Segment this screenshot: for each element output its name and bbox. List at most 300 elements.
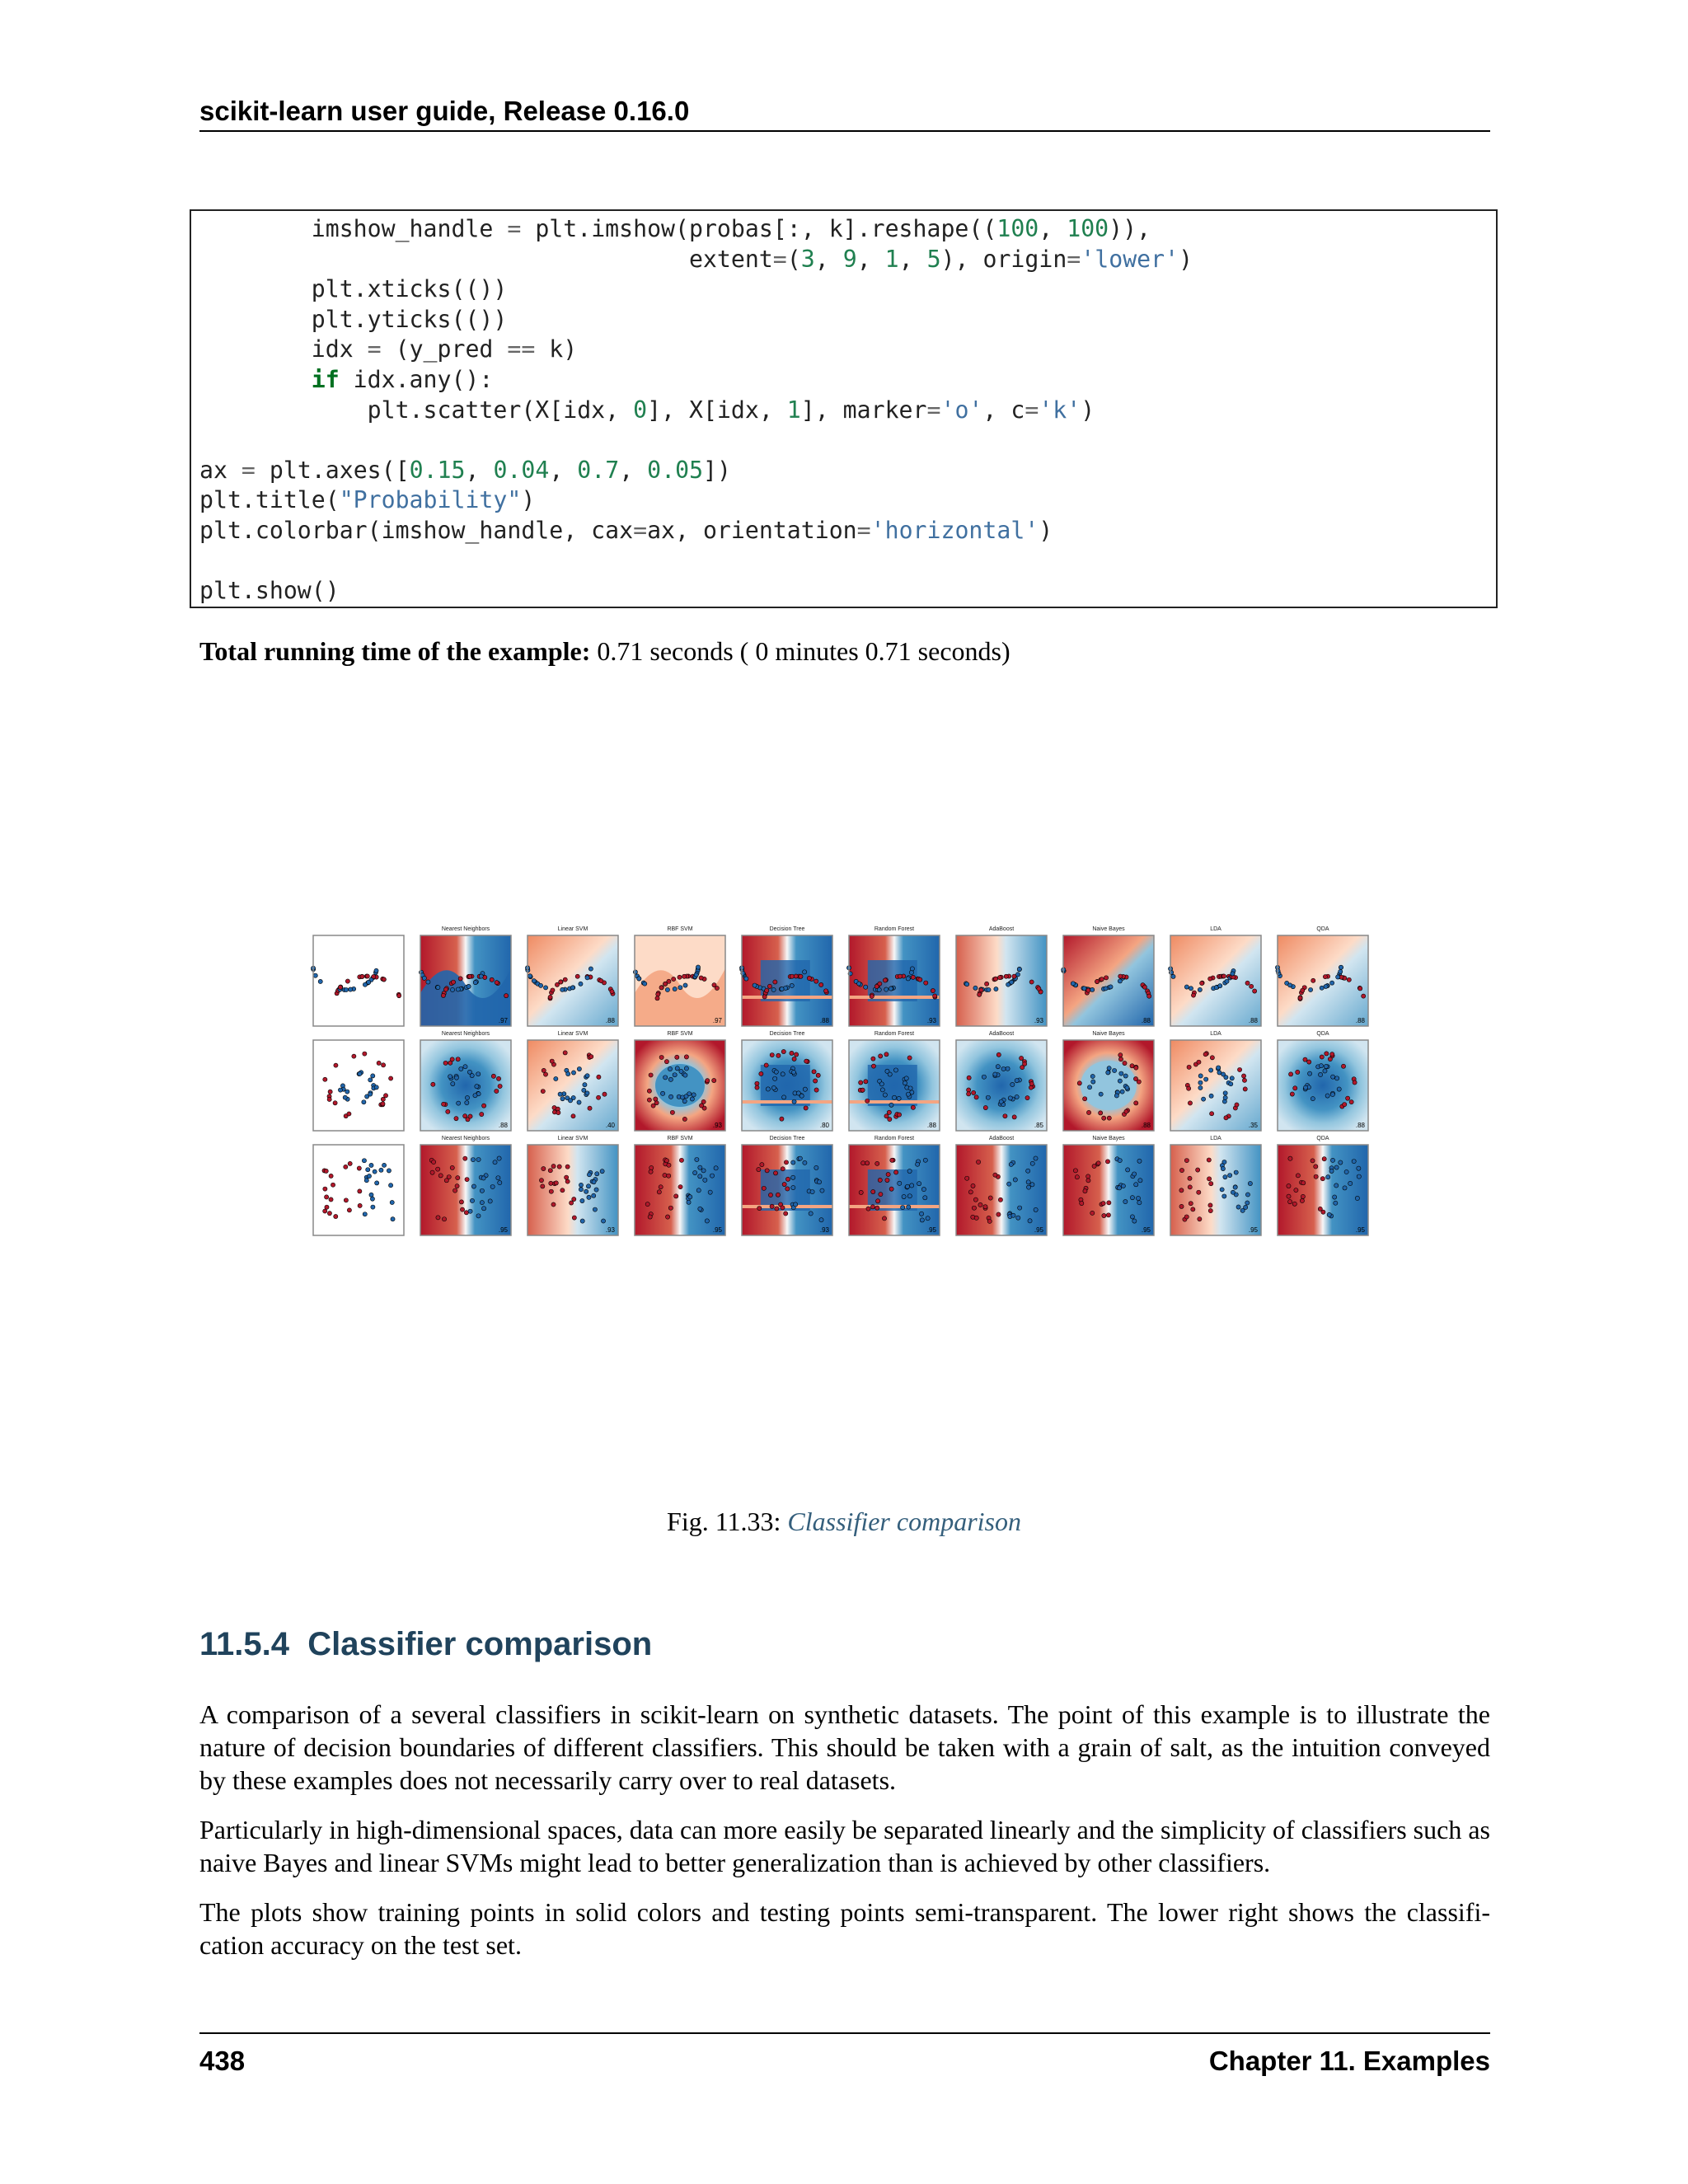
data-point (426, 980, 430, 984)
data-point (1300, 1198, 1304, 1202)
data-point (1210, 1056, 1214, 1060)
accuracy-score: .95 (712, 1226, 722, 1234)
data-point (1106, 1213, 1110, 1217)
data-point (565, 1175, 569, 1179)
data-point (452, 1188, 457, 1193)
data-point (373, 1169, 377, 1174)
subplot-title: Nearest Neighbors (441, 1136, 490, 1141)
data-point (1010, 1082, 1015, 1086)
data-point (1104, 987, 1108, 991)
data-point (587, 1195, 591, 1199)
subplot-title: LDA (1210, 926, 1221, 932)
data-point (595, 1172, 599, 1176)
subplot-circles-7 (1063, 1031, 1154, 1131)
data-point (682, 1099, 687, 1104)
data-point (585, 1074, 589, 1078)
subplot-circles-9 (1278, 1031, 1368, 1131)
data-point (1007, 1182, 1011, 1186)
data-point (1208, 977, 1212, 981)
tree-region (761, 1065, 810, 1106)
data-point (1290, 1092, 1294, 1096)
data-point (887, 1110, 891, 1114)
code-token: plt.title( (199, 486, 340, 514)
subplot-title: LDA (1210, 1031, 1221, 1037)
data-point (1292, 1202, 1296, 1206)
data-point (690, 1097, 694, 1101)
data-point (1225, 979, 1229, 983)
data-point (780, 987, 784, 991)
data-point (460, 1207, 464, 1212)
data-point (323, 1077, 327, 1081)
data-point (465, 1178, 469, 1182)
data-point (1327, 1212, 1331, 1216)
data-point (898, 974, 902, 978)
data-point (491, 1074, 495, 1078)
data-point (698, 1207, 702, 1211)
data-point (910, 1183, 914, 1188)
data-point (1339, 1160, 1343, 1165)
data-point (1314, 1165, 1318, 1169)
data-point (812, 1070, 816, 1074)
data-point (918, 977, 922, 982)
data-point (649, 1165, 654, 1169)
data-point (1126, 1168, 1130, 1172)
data-point (450, 1165, 454, 1169)
chapter-label: Chapter 11. Examples (1208, 2046, 1490, 2076)
subplot-title: QDA (1316, 926, 1329, 932)
data-point (1090, 1074, 1095, 1078)
data-point (583, 1083, 587, 1087)
code-token: )), (1109, 215, 1151, 242)
accuracy-score: .93 (712, 1122, 722, 1129)
data-point (1132, 1172, 1137, 1176)
data-point (318, 979, 322, 983)
data-point (363, 1052, 367, 1056)
data-point (323, 1209, 327, 1213)
data-point (1120, 1090, 1124, 1094)
data-point (1028, 1219, 1032, 1223)
data-point (1137, 1159, 1142, 1163)
data-point (994, 987, 998, 991)
data-point (457, 1101, 461, 1105)
data-point (1179, 1204, 1184, 1208)
data-point (663, 1173, 667, 1177)
data-point (776, 1053, 781, 1057)
data-point (371, 1205, 375, 1209)
data-point (637, 977, 641, 981)
data-point (967, 1088, 971, 1092)
data-point (1201, 1097, 1205, 1101)
data-point (986, 1095, 990, 1099)
data-point (327, 1212, 331, 1216)
data-point (1016, 1216, 1020, 1220)
data-point (1020, 1065, 1025, 1069)
data-point (1029, 1081, 1034, 1085)
data-point (1107, 1201, 1111, 1205)
data-point (921, 1187, 926, 1191)
data-point (996, 1052, 1001, 1057)
data-point (999, 1099, 1003, 1104)
data-point (1080, 1201, 1084, 1205)
code-token: "Probability" (339, 486, 522, 514)
data-point (894, 1170, 898, 1174)
data-point (603, 1092, 607, 1096)
data-point (674, 1194, 678, 1198)
data-point (823, 989, 828, 993)
data-point (1034, 1156, 1038, 1160)
data-point (795, 1052, 799, 1057)
data-point (566, 1071, 570, 1076)
data-point (809, 1212, 813, 1216)
subplot-title: AdaBoost (988, 926, 1015, 932)
data-point (892, 1095, 896, 1099)
data-point (495, 981, 499, 985)
data-point (458, 977, 462, 981)
data-point (781, 1049, 785, 1053)
data-point (1224, 1116, 1228, 1120)
data-point (1307, 1071, 1311, 1076)
data-point (497, 1156, 501, 1160)
data-point (1207, 1177, 1211, 1181)
data-point (358, 1189, 362, 1193)
subplot-linear-2 (528, 1136, 618, 1235)
data-point (794, 1202, 798, 1207)
data-point (1240, 1208, 1245, 1212)
data-point (438, 1174, 443, 1178)
data-point (1130, 1064, 1134, 1068)
data-point (571, 1114, 575, 1118)
decision-surface (1170, 1040, 1261, 1131)
tree-region (868, 1065, 917, 1106)
data-point (551, 1202, 556, 1207)
data-point (688, 1195, 692, 1199)
data-point (1077, 1081, 1081, 1085)
data-point (580, 1198, 584, 1202)
data-point (860, 1088, 865, 1092)
data-point (814, 1165, 818, 1169)
code-token: plt.axes([ (255, 456, 410, 484)
data-point (391, 1217, 395, 1221)
data-point (791, 1070, 795, 1074)
code-token: plt.colorbar(imshow_handle, cax (199, 516, 634, 544)
data-point (923, 1158, 927, 1162)
data-point (973, 986, 978, 990)
data-point (1009, 1162, 1013, 1166)
data-point (803, 1160, 807, 1165)
code-token: 100 (1067, 215, 1109, 242)
data-point (329, 1174, 333, 1178)
data-point (443, 987, 448, 991)
data-point (375, 1181, 379, 1185)
data-point (1196, 1168, 1200, 1172)
data-point (1209, 1068, 1213, 1072)
data-point (888, 1072, 892, 1076)
data-point (1221, 1166, 1225, 1170)
data-point (660, 1091, 664, 1095)
data-point (814, 1079, 818, 1083)
data-point (668, 1077, 673, 1081)
data-point (1288, 1156, 1292, 1160)
data-point (325, 1205, 329, 1209)
paragraph-plots: The plots show training points in solid colors and testing points semi-transparent. The lower right shows the classifi- cation accuracy on the test set. (199, 1897, 1490, 1960)
data-point (859, 1190, 863, 1194)
data-point (488, 1199, 492, 1203)
data-point (1086, 988, 1090, 992)
data-point (1200, 981, 1204, 985)
data-point (987, 1219, 992, 1223)
data-point (551, 988, 555, 992)
data-point (791, 1160, 795, 1165)
data-point (1334, 1201, 1338, 1205)
subplot-linear-1 (420, 1136, 511, 1235)
data-point (773, 980, 777, 984)
data-point (1330, 981, 1334, 985)
data-point (594, 1188, 598, 1192)
data-point (692, 1093, 696, 1097)
data-point (983, 1105, 987, 1109)
data-point (450, 987, 454, 991)
data-point (880, 1088, 884, 1092)
code-token: 'o' (940, 396, 983, 424)
data-point (755, 1081, 759, 1085)
code-token: , c (982, 396, 1025, 424)
data-point (902, 1194, 906, 1198)
code-token: 5 (926, 245, 941, 273)
data-point (744, 977, 748, 981)
data-point (548, 995, 552, 999)
data-point (864, 985, 868, 989)
code-token: ) (1081, 396, 1095, 424)
data-point (695, 1157, 699, 1161)
data-point (919, 1212, 923, 1216)
data-point (983, 1205, 987, 1209)
section-number: 11.5.4 (199, 1626, 290, 1662)
data-point (475, 1085, 479, 1089)
data-point (906, 977, 910, 981)
section-heading (199, 1624, 652, 1665)
data-point (565, 1179, 570, 1183)
data-point (476, 1072, 481, 1076)
data-point (760, 1163, 764, 1167)
data-point (976, 1160, 980, 1164)
subplot-moons-5 (846, 926, 940, 1026)
data-point (866, 1207, 870, 1211)
code-token: = (926, 396, 941, 424)
plot-background (313, 935, 404, 1026)
subplot-title: Decision Tree (769, 1136, 805, 1141)
code-token: ( (786, 245, 801, 273)
data-point (1320, 1177, 1325, 1181)
data-point (1101, 1202, 1105, 1206)
subplot-title: Nearest Neighbors (441, 1031, 490, 1037)
data-point (998, 1197, 1002, 1202)
header-title: scikit-learn user guide, Release 0.16.0 (199, 96, 690, 126)
data-point (988, 1196, 992, 1200)
data-point (541, 1089, 545, 1093)
code-token: imshow_handle (199, 215, 508, 242)
data-point (586, 1184, 590, 1188)
page-footer (199, 2032, 1490, 2083)
data-point (807, 976, 811, 980)
accuracy-score: .95 (926, 1226, 936, 1234)
data-point (911, 1105, 915, 1109)
data-point (785, 1187, 790, 1191)
data-point (782, 1182, 786, 1186)
data-point (790, 1051, 794, 1055)
data-point (455, 1184, 459, 1188)
data-point (819, 1218, 823, 1222)
data-point (1184, 1158, 1189, 1162)
subplot-circles-5 (849, 1031, 940, 1131)
caption-link[interactable]: Classifier comparison (787, 1507, 1021, 1536)
data-point (683, 1073, 687, 1077)
data-point (1348, 1181, 1353, 1185)
data-point (1137, 1080, 1141, 1084)
data-point (580, 1219, 584, 1223)
data-point (861, 1161, 865, 1165)
data-point (875, 1199, 879, 1203)
data-point (1320, 1055, 1324, 1059)
data-point (878, 982, 882, 986)
data-point (879, 1082, 884, 1086)
data-point (997, 976, 1001, 980)
data-point (768, 1193, 772, 1197)
data-point (1209, 1182, 1213, 1186)
subplot-circles-1 (420, 1031, 511, 1131)
data-point (647, 1098, 651, 1102)
data-point (347, 1208, 351, 1212)
subplot-linear-8 (1170, 1136, 1261, 1235)
data-point (592, 1180, 596, 1184)
data-point (557, 1165, 561, 1169)
accuracy-score: .95 (1034, 1226, 1043, 1234)
data-point (865, 1099, 870, 1103)
data-point (334, 1063, 338, 1067)
data-point (683, 983, 687, 987)
data-point (871, 1057, 875, 1061)
data-point (579, 982, 583, 986)
data-point (1188, 1101, 1192, 1105)
data-point (556, 1110, 560, 1114)
data-point (1243, 1087, 1247, 1091)
subplot-circles-8 (1170, 1031, 1261, 1131)
data-point (1132, 1219, 1137, 1223)
data-point (1095, 979, 1100, 983)
data-point (764, 1063, 768, 1067)
data-point (1105, 1160, 1109, 1164)
data-point (538, 983, 542, 987)
data-point (1184, 985, 1189, 989)
data-point (496, 1076, 500, 1080)
data-point (993, 1072, 997, 1076)
data-point (1099, 1092, 1103, 1096)
data-point (382, 1163, 386, 1167)
subplot-title: Decision Tree (769, 1031, 805, 1037)
code-token: = (367, 335, 382, 363)
data-point (698, 1165, 702, 1169)
data-point (655, 996, 659, 1001)
data-point (568, 1099, 572, 1103)
data-point (490, 977, 494, 982)
data-point (352, 1054, 356, 1058)
data-point (1218, 984, 1222, 988)
subplot-moons-3 (633, 926, 725, 1026)
data-point (678, 1185, 682, 1189)
data-point (587, 1173, 591, 1177)
code-token: 'k' (1039, 396, 1081, 424)
subplot-linear-7 (1063, 1136, 1154, 1235)
data-point (1106, 1071, 1110, 1075)
data-point (817, 1180, 821, 1184)
code-token: = (856, 516, 871, 544)
data-point (684, 1055, 688, 1059)
data-point (684, 1066, 688, 1071)
data-point (1303, 1057, 1307, 1062)
tree-region (868, 960, 917, 1001)
data-point (654, 1097, 658, 1101)
data-point (1288, 983, 1292, 987)
data-point (1137, 1201, 1142, 1205)
data-point (679, 1069, 683, 1073)
data-point (579, 1188, 583, 1192)
data-point (1335, 1076, 1339, 1080)
data-point (1130, 1196, 1134, 1200)
code-token: = (772, 245, 787, 273)
data-point (883, 1093, 887, 1097)
subplot-linear-4 (742, 1136, 832, 1235)
data-point (1301, 1194, 1305, 1198)
decision-surface (635, 1145, 725, 1235)
data-point (682, 1117, 687, 1121)
code-token: ) (1179, 245, 1193, 273)
data-point (883, 978, 887, 982)
data-point (554, 1076, 558, 1080)
data-point (1311, 1097, 1315, 1101)
data-point (675, 1055, 679, 1059)
data-point (1245, 1201, 1250, 1205)
data-point (1223, 1175, 1227, 1179)
data-point (1362, 994, 1366, 998)
data-point (678, 986, 682, 990)
data-point (498, 1180, 502, 1184)
data-point (331, 1183, 335, 1187)
data-point (1250, 984, 1254, 988)
data-point (699, 1104, 703, 1108)
data-point (1037, 987, 1041, 991)
data-point (1102, 1116, 1106, 1120)
data-point (781, 1206, 785, 1210)
data-point (792, 1099, 796, 1104)
data-point (504, 994, 509, 998)
data-point (879, 1193, 883, 1197)
data-point (1223, 1095, 1227, 1099)
data-point (1298, 996, 1302, 1000)
data-point (1184, 1215, 1189, 1219)
data-point (498, 1084, 502, 1088)
data-point (543, 986, 547, 990)
data-point (665, 987, 669, 991)
subplot-title: Nearest Neighbors (441, 926, 490, 932)
data-point (1012, 1115, 1016, 1119)
data-point (589, 1054, 593, 1058)
data-point (973, 1197, 978, 1202)
data-point (910, 967, 914, 971)
data-point (582, 1088, 586, 1092)
data-point (996, 1065, 1000, 1069)
data-point (387, 1169, 391, 1173)
data-point (362, 1159, 366, 1163)
data-point (712, 1078, 716, 1082)
